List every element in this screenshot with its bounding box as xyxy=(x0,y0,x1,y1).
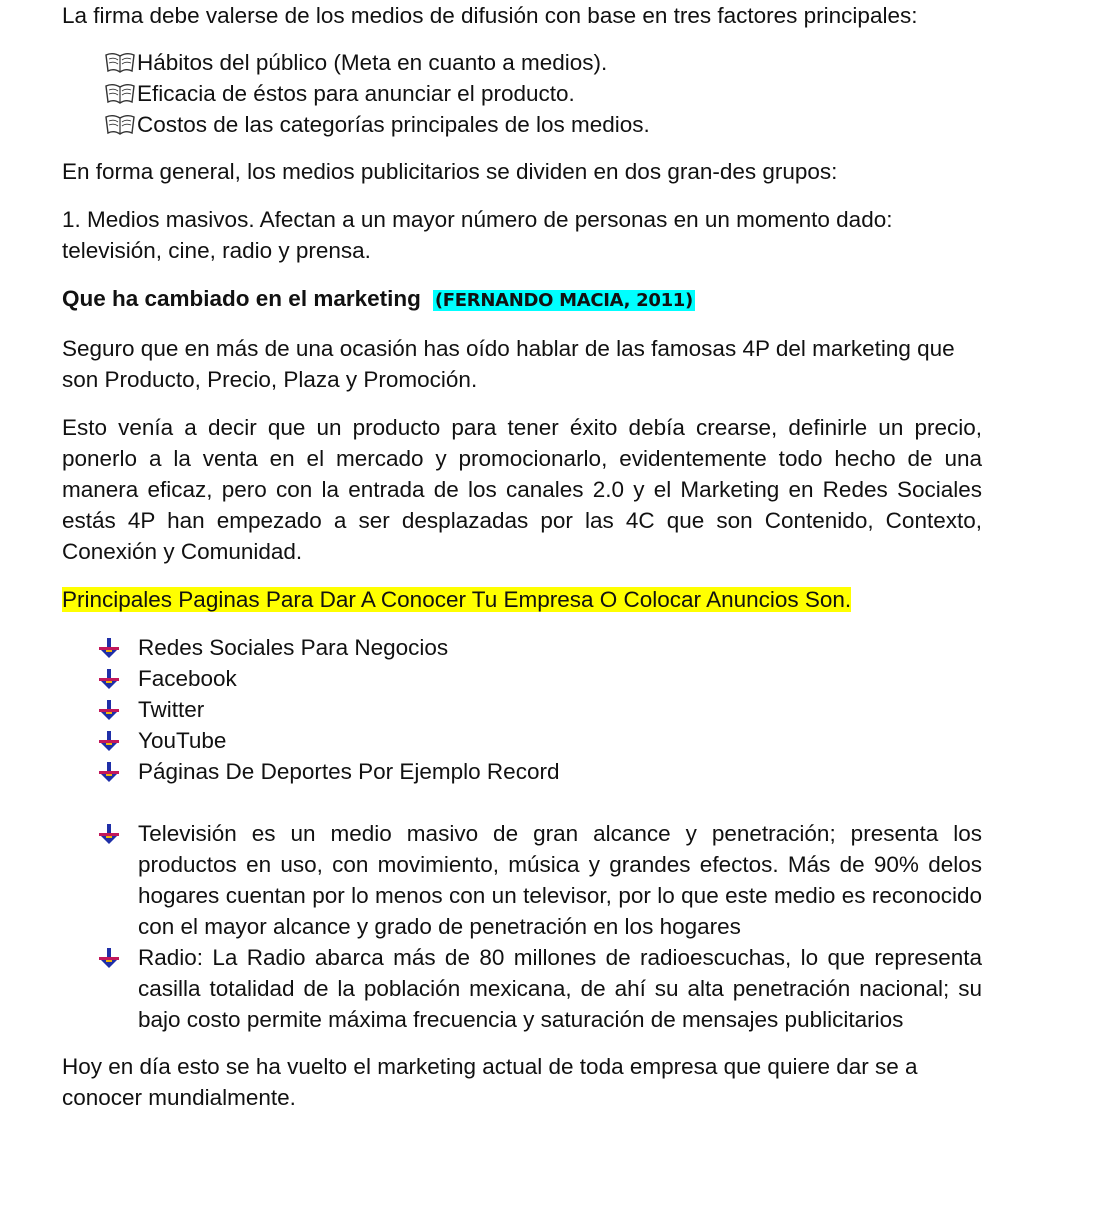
list-item xyxy=(98,663,982,694)
factor-text: Eficacia de éstos para anunciar el producto. xyxy=(137,81,575,106)
arrow-down-icon xyxy=(98,823,120,845)
factor-text: Hábitos del público (Meta en cuanto a medios). xyxy=(137,50,608,75)
arrow-down-icon xyxy=(98,699,120,721)
list-item xyxy=(98,756,982,787)
list-item xyxy=(98,632,982,663)
list-item xyxy=(103,78,982,109)
page-item-text: Facebook xyxy=(138,666,237,691)
list-item xyxy=(98,694,982,725)
page-item-text: Twitter xyxy=(138,697,205,722)
intro-paragraph: La firma debe valerse de los medios de difusión con base en tres factores principales: xyxy=(62,3,918,28)
list-item xyxy=(98,818,982,942)
pages-list xyxy=(98,632,982,787)
arrow-down-icon xyxy=(98,668,120,690)
media-list xyxy=(98,818,982,1035)
masivos-paragraph: 1. Medios masivos. Afectan a un mayor número de personas en un momento dado: televisión, cine, radio y prensa. xyxy=(62,207,893,263)
highlighted-text: Principales Paginas Para Dar A Conocer Tu Empresa O Colocar Anuncios Son. xyxy=(62,587,852,612)
section-heading xyxy=(62,283,982,316)
list-item xyxy=(103,47,982,78)
citation-badge: (FERNANDO MACIA, 2011) xyxy=(434,290,693,311)
page-item-text: Redes Sociales Para Negocios xyxy=(138,635,449,660)
list-item xyxy=(98,942,982,1035)
document-body xyxy=(62,0,982,1113)
highlighted-heading xyxy=(62,584,982,615)
list-item xyxy=(103,109,982,140)
page-item-text: Páginas De Deportes Por Ejemplo Record xyxy=(138,759,560,784)
factors-list xyxy=(103,47,982,140)
four-c-paragraph: Esto venía a decir que un producto para tener éxito debía crearse, definirle un precio, ponerlo a la venta en el mercado y promocionarlo, evidentemente todo hecho de una manera eficaz, pero con la entrada de los canales 2.0 y el Marketing en Redes Sociales estás 4P han empezado a ser desplazadas por las 4C que son Contenido, Contexto, Conexión y Comunidad. xyxy=(62,415,982,564)
page-item-text: YouTube xyxy=(138,728,227,753)
open-book-icon xyxy=(103,113,137,137)
heading-text: Que ha cambiado en el marketing xyxy=(62,286,421,311)
general-paragraph: En forma general, los medios publicitarios se dividen en dos gran-des grupos: xyxy=(62,159,838,184)
four-p-paragraph: Seguro que en más de una ocasión has oído hablar de las famosas 4P del marketing que son Producto, Precio, Plaza y Promoción. xyxy=(62,336,955,392)
arrow-down-icon xyxy=(98,730,120,752)
open-book-icon xyxy=(103,82,137,106)
open-book-icon xyxy=(103,51,137,75)
arrow-down-icon xyxy=(98,947,120,969)
spacer xyxy=(62,787,982,818)
arrow-down-icon xyxy=(98,637,120,659)
tv-text: Televisión es un medio masivo de gran alcance y penetración; presenta los productos en uso, con movimiento, música y grandes efectos. Más de 90% delos hogares cuentan por lo menos con un televisor, por lo que este medio es reconocido con el mayor alcance y grado de penetración en los hogares xyxy=(138,821,982,939)
closing-paragraph: Hoy en día esto se ha vuelto el marketing actual de toda empresa que quiere dar se a conocer mundialmente. xyxy=(62,1054,918,1110)
arrow-down-icon xyxy=(98,761,120,783)
list-item xyxy=(98,725,982,756)
factor-text: Costos de las categorías principales de los medios. xyxy=(137,112,650,137)
radio-text: Radio: La Radio abarca más de 80 millones de radioescuchas, lo que representa casilla totalidad de la población mexicana, de ahí su alta penetración nacional; su bajo costo permite máxima frecuencia y saturación de mensajes publicitarios xyxy=(138,945,982,1032)
